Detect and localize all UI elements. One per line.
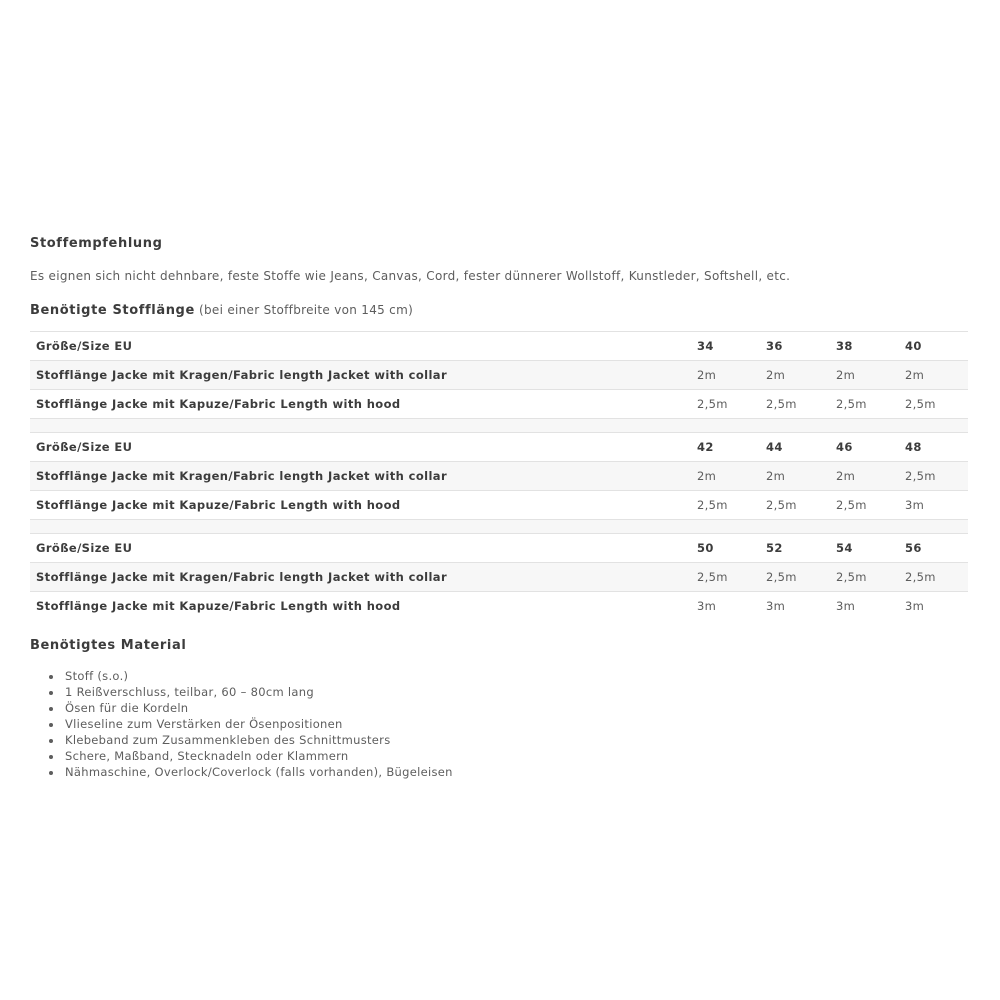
hood-row-label: Stofflänge Jacke mit Kapuze/Fabric Length with hood [36,397,401,411]
size-header-label: Größe/Size EU [36,541,133,555]
length-value: 3m [905,599,925,614]
size-value: 50 [697,541,714,555]
materials-heading: Benötigtes Material [30,637,187,653]
size-value: 46 [836,440,853,454]
collar-length-row [30,563,968,592]
materials-list [30,668,968,780]
fabric-length-heading-line [30,303,968,318]
length-value: 2m [697,368,717,382]
hood-row-label: Stofflänge Jacke mit Kapuze/Fabric Length with hood [36,498,401,512]
material-item: • Vlieseline zum Verstärken der Ösenpositionen [63,716,968,732]
length-value: 2,5m [766,397,797,411]
length-value: 2m [766,368,786,382]
length-value: 3m [766,599,786,614]
length-value: 2,5m [836,397,867,411]
collar-row-label: Stofflänge Jacke mit Kragen/Fabric length Jacket with collar [36,368,448,382]
material-item: • 1 Reißverschluss, teilbar, 60 – 80cm lang [63,684,968,700]
length-value: 2m [905,368,925,382]
material-item: • Ösen für die Kordeln [63,700,968,716]
length-value: 2,5m [697,498,728,512]
collar-row-label: Stofflänge Jacke mit Kragen/Fabric length Jacket with collar [36,469,448,483]
size-value: 36 [766,339,783,353]
length-value: 2,5m [697,570,728,584]
size-value: 52 [766,541,783,555]
table-spacer-row [30,520,968,534]
length-value: 2,5m [905,397,936,411]
length-value: 2m [836,469,856,483]
size-value: 34 [697,339,714,353]
hood-row-label: Stofflänge Jacke mit Kapuze/Fabric Length with hood [36,599,401,614]
size-value: 38 [836,339,853,353]
size-value: 40 [905,339,922,353]
size-value: 56 [905,541,922,555]
size-header-row [30,332,968,361]
length-value: 2,5m [836,570,867,584]
fabric-recommendation-heading: Stoffempfehlung [30,236,163,251]
length-value: 2,5m [836,498,867,512]
material-item: • Nähmaschine, Overlock/Coverlock (falls vorhanden), Bügeleisen [63,764,968,780]
hood-length-row [30,491,968,520]
length-value: 3m [905,498,925,512]
size-value: 54 [836,541,853,555]
material-item: • Schere, Maßband, Stecknadeln oder Klammern [63,748,968,764]
collar-length-row [30,462,968,491]
size-header-row [30,433,968,462]
table-spacer-row [30,419,968,433]
material-item: • Stoff (s.o.) [63,668,968,684]
size-header-label: Größe/Size EU [36,440,133,454]
fabric-recommendation-text: Es eignen sich nicht dehnbare, feste Stoffe wie Jeans, Canvas, Cord, fester dünnerer Wollstoff, Kunstleder, Softshell, etc. [30,269,791,283]
hood-length-row [30,390,968,419]
length-value: 2m [836,368,856,382]
length-value: 2,5m [766,498,797,512]
length-value: 3m [836,599,856,614]
length-value: 3m [697,599,717,614]
size-header-label: Größe/Size EU [36,339,133,353]
size-value: 42 [697,440,714,454]
length-value: 2,5m [697,397,728,411]
hood-length-row [30,592,968,621]
length-value: 2,5m [905,469,936,483]
size-value: 44 [766,440,783,454]
size-header-row [30,534,968,563]
fabric-length-subtitle: (bei einer Stoffbreite von 145 cm) [199,303,414,317]
size-value: 48 [905,440,922,454]
length-value: 2m [697,469,717,483]
fabric-length-table [30,331,968,621]
material-item: • Klebeband zum Zusammenkleben des Schnittmusters [63,732,968,748]
length-value: 2,5m [905,570,936,584]
length-value: 2,5m [766,570,797,584]
collar-length-row [30,361,968,390]
length-value: 2m [766,469,786,483]
collar-row-label: Stofflänge Jacke mit Kragen/Fabric length Jacket with collar [36,570,448,584]
fabric-length-heading: Benötigte Stofflänge [30,303,195,318]
